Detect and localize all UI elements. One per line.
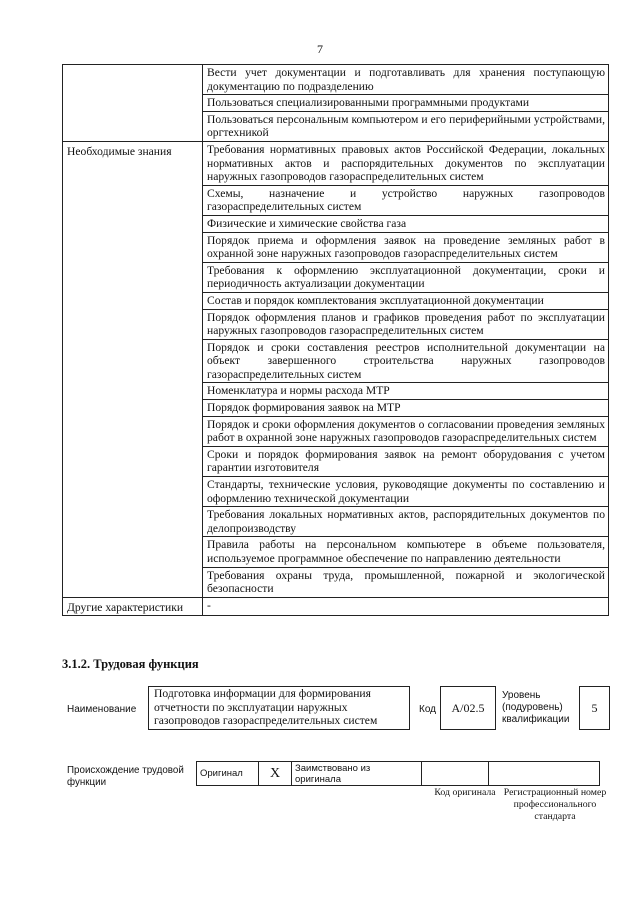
table-row <box>63 597 609 616</box>
row-text: Сроки и порядок формирования заявок на ремонт оборудования с учетом гарантии изготовителя <box>203 446 609 476</box>
function-name-label: Наименование <box>67 704 137 715</box>
row-text: Порядок и сроки составления реестров исполнительной документации на объект завершенного строительства наружных газопроводов газораспределительных систем <box>203 339 609 383</box>
row-text: Пользоваться специализированными программными продуктами <box>203 95 609 112</box>
qualification-level-label: Уровень (подуровень) квалификации <box>502 690 570 725</box>
row-text: - <box>203 597 609 616</box>
row-text: Вести учет документации и подготавливать для хранения поступающую документацию по подразделению <box>203 65 609 95</box>
row-text: Стандарты, технические условия, руководящие документы по составлению и оформлению технической документации <box>203 477 609 507</box>
function-name-value: Подготовка информации для формирования отчетности по эксплуатации наружных газопроводов газораспределительных систем <box>148 686 410 730</box>
row-text: Требования локальных нормативных актов, распорядительных документов по делопроизводству <box>203 507 609 537</box>
row-label: Другие характеристики <box>63 597 203 616</box>
section-title: 3.1.2. Трудовая функция <box>62 657 199 671</box>
row-text: Номенклатура и нормы расхода МТР <box>203 383 609 400</box>
row-text: Требования к оформлению эксплуатационной документации, сроки и периодичность актуализации документации <box>203 262 609 292</box>
table-row <box>63 141 609 185</box>
row-text: Требования нормативных правовых актов Российской Федерации, локальных нормативных актов и распорядительных документов по эксплуатации наружных газопроводов газораспределительных систем <box>203 141 609 185</box>
original-code-cell <box>422 762 489 786</box>
code-value: А/02.5 <box>440 686 496 730</box>
row-label <box>63 65 203 142</box>
row-text: Физические и химические свойства газа <box>203 215 609 232</box>
row-text: Требования охраны труда, промышленной, пожарной и экологической безопасности <box>203 567 609 597</box>
row-text: Правила работы на персональном компьютере в объеме пользователя, используемое программное обеспечение по направлению деятельности <box>203 537 609 567</box>
registration-number-caption: Регистрационный номер профессионального стандарта <box>503 787 607 822</box>
row-text: Порядок оформления планов и графиков проведения работ по эксплуатации наружных газопроводов газораспределительных систем <box>203 309 609 339</box>
original-mark: X <box>259 762 292 786</box>
code-label: Код <box>419 704 437 715</box>
origin-table <box>196 761 600 786</box>
registration-number-cell <box>489 762 600 786</box>
row-text: Порядок и сроки оформления документов о согласовании проведения земляных работ в охранной зоне наружных газопроводов газораспределительных систем <box>203 416 609 446</box>
origin-label: Происхождение трудовой функции <box>67 765 184 788</box>
row-text: Схемы, назначение и устройство наружных газопроводов газораспределительных систем <box>203 185 609 215</box>
row-text: Порядок приема и оформления заявок на проведение земляных работ в охранной зоне наружных газопроводов газораспределительных систем <box>203 232 609 262</box>
table-row <box>63 65 609 95</box>
row-label: Необходимые знания <box>63 141 203 597</box>
row-text: Пользоваться персональным компьютером и его периферийными устройствами, оргтехникой <box>203 111 609 141</box>
original-label: Оригинал <box>197 762 259 786</box>
page-number: 7 <box>317 42 323 56</box>
qualification-level-value: 5 <box>579 686 610 730</box>
row-text: Состав и порядок комплектования эксплуатационной документации <box>203 292 609 309</box>
knowledge-table <box>62 64 609 616</box>
original-code-caption: Код оригинала <box>434 787 496 798</box>
borrowed-label: Заимствовано из оригинала <box>292 762 422 786</box>
row-text: Порядок формирования заявок на МТР <box>203 400 609 417</box>
